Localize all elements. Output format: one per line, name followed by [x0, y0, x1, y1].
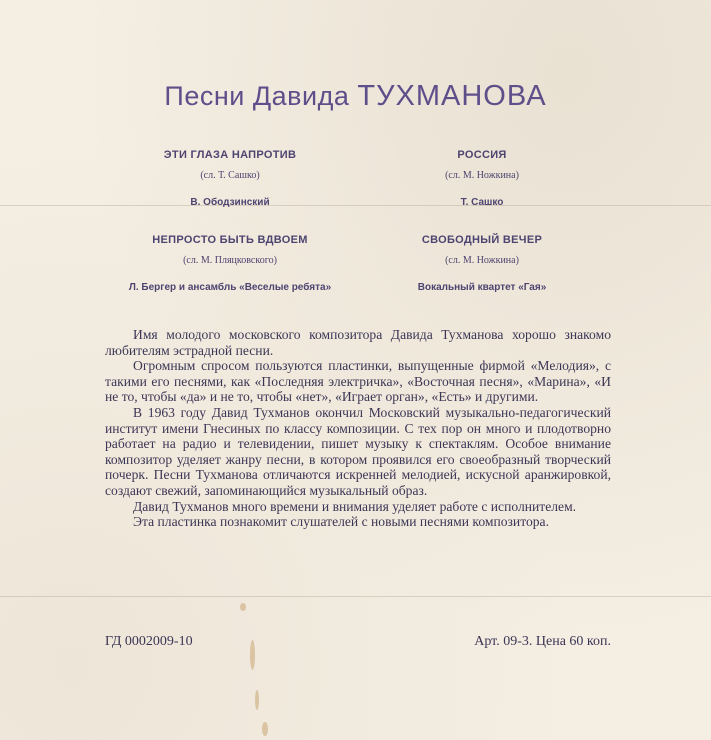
- song-title: ЭТИ ГЛАЗА НАПРОТИВ: [163, 149, 297, 161]
- song-title: РОССИЯ: [457, 149, 507, 161]
- paragraph: Имя молодого московского композитора Давида Тухманова хорошо знакомо любителям эстрадной песни.: [105, 327, 611, 358]
- paper-stain: [240, 603, 246, 611]
- song-credit: (сл. М. Пляцковского): [183, 255, 277, 266]
- song-credit: (сл. М. Ножкина): [445, 170, 519, 181]
- paper-stain: [255, 690, 259, 710]
- song-entry: [382, 149, 582, 181]
- paper-stain: [262, 722, 268, 736]
- song-performer: Л. Бергер и ансамбль «Веселые ребята»: [128, 282, 332, 293]
- song-performer: Вокальный квартет «Гая»: [417, 282, 547, 293]
- paper-stain: [250, 640, 255, 670]
- paper-crease: [0, 596, 711, 597]
- paragraph: Давид Тухманов много времени и внимания уделяет работе с исполнителем.: [133, 498, 577, 514]
- paragraph: Эта пластинка познакомит слушателей с новыми песнями композитора.: [133, 514, 549, 530]
- song-performer: В. Ободзинский: [190, 197, 270, 208]
- song-entry: [110, 234, 350, 266]
- catalog-number: ГД 0002009-10: [105, 634, 193, 649]
- biography-text: [105, 327, 611, 530]
- page-title: [0, 80, 711, 113]
- song-entry: [382, 234, 582, 266]
- price-label: Арт. 09-3. Цена 60 коп.: [474, 634, 611, 649]
- paragraph: В 1963 году Давид Тухманов окончил Московский музыкально-педагогический институт имени Гнесиных по классу композиции. С тех пор он много и плодотворно работает на радио и телевидении, пишет музыку к спектаклям. Особое внимание композитор уделяет жанру песни, в котором проявился его своеобразный творческий почерк. Песни Тухманова отличаются искренней мелодией, искусной аранжировкой, создают свежий, запоминающийся музыкальный образ.: [105, 404, 611, 498]
- title-prefix: Песни Давида: [164, 81, 350, 111]
- song-title: СВОБОДНЫЙ ВЕЧЕР: [421, 234, 543, 246]
- song-entry: [130, 149, 330, 181]
- paragraph: Огромным спросом пользуются пластинки, выпущенные фирмой «Мелодия», с такими его песнями, как «Последняя электричка», «Восточная песня», «Марина», «И не то, чтобы «да» и не то, чтобы «нет», «Играет орган», «Есть» и другими.: [105, 358, 611, 405]
- song-credit: (сл. М. Ножкина): [445, 255, 519, 266]
- song-title: НЕПРОСТО БЫТЬ ВДВОЕМ: [152, 234, 308, 246]
- song-performer: Т. Сашко: [460, 197, 504, 208]
- title-name: ТУХМАНОВА: [357, 80, 547, 112]
- song-credit: (сл. Т. Сашко): [200, 170, 260, 181]
- paper-crease: [0, 205, 711, 206]
